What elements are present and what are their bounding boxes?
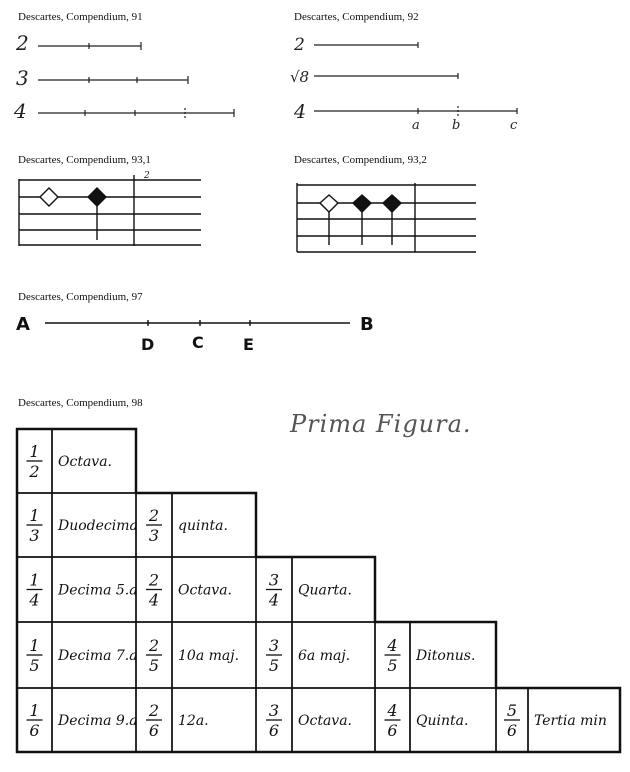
fraction-numerator: 2 (148, 570, 160, 590)
fraction-denominator: 4 (29, 590, 40, 610)
interval-name: Octava. (178, 582, 232, 599)
fig92-label-4: 4 (294, 101, 307, 123)
fraction-numerator: 3 (268, 570, 280, 590)
point-B-label: B (360, 314, 374, 335)
caption-fig97: Descartes, Compendium, 97 (18, 291, 143, 303)
interval-name: 10a maj. (178, 648, 240, 664)
fraction-numerator: 4 (387, 701, 398, 720)
open-diamond-note (40, 188, 58, 206)
figure-91 (13, 31, 234, 123)
fraction-denominator: 4 (268, 590, 280, 610)
fraction-numerator: 3 (268, 701, 280, 720)
fraction-denominator: 5 (29, 656, 40, 675)
fraction-denominator: 6 (29, 721, 40, 740)
interval-name: 6a maj. (298, 648, 351, 664)
fraction-numerator: 1 (29, 636, 40, 655)
fraction-denominator: 3 (148, 526, 160, 545)
fig92-point-b: b (452, 118, 461, 133)
fraction-denominator: 6 (148, 721, 160, 740)
interval-name: quinta. (178, 518, 228, 534)
caption-fig92: Descartes, Compendium, 92 (294, 11, 419, 23)
fig92-label-2: 2 (294, 35, 305, 55)
interval-name: Octava. (58, 454, 112, 470)
caption-fig93-1: Descartes, Compendium, 93,1 (18, 154, 151, 166)
filled-diamond-note (383, 195, 401, 212)
fraction-numerator: 1 (29, 442, 40, 461)
point-E-label: E (243, 335, 254, 354)
interval-name: Octava. (298, 713, 352, 729)
figure-93-2 (297, 183, 476, 252)
fraction-denominator: 5 (148, 656, 160, 675)
fig91-label-4: 4 (14, 99, 27, 123)
fig92-label-sqrt8: √8 (290, 68, 310, 86)
fraction-denominator: 5 (268, 656, 280, 675)
fraction-denominator: 6 (506, 721, 518, 740)
point-A-label: A (16, 314, 30, 335)
fraction-numerator: 2 (148, 636, 160, 655)
fig92-point-a: a (412, 118, 420, 133)
point-D-label: D (141, 335, 155, 354)
fraction-denominator: 3 (29, 526, 40, 545)
figure-98-table (17, 429, 620, 752)
fraction-numerator: 1 (29, 701, 40, 720)
fraction-numerator: 1 (29, 506, 40, 525)
filled-diamond-note (353, 195, 371, 212)
fig91-label-2: 2 (16, 31, 29, 55)
interval-name: Decima 7.a (58, 648, 138, 664)
fraction-numerator: 2 (148, 506, 160, 525)
fraction-numerator: 2 (148, 701, 160, 720)
interval-name: Ditonus. (416, 648, 476, 664)
caption-fig93-2: Descartes, Compendium, 93,2 (294, 154, 427, 166)
prima-figura-title: Prima Figura. (290, 410, 472, 438)
interval-name: Quarta. (298, 582, 352, 599)
fraction-numerator: 4 (387, 636, 398, 655)
fraction-denominator: 6 (268, 721, 280, 740)
figure-97 (16, 314, 374, 354)
caption-fig91: Descartes, Compendium, 91 (18, 11, 143, 23)
interval-name: Decima 5.a (58, 582, 138, 599)
interval-name: Duodecima (58, 518, 138, 534)
interval-name: Decima 9.a (58, 713, 138, 729)
interval-name: 12a. (178, 713, 209, 729)
fraction-numerator: 3 (268, 636, 280, 655)
figure-92 (290, 35, 518, 133)
caption-fig98: Descartes, Compendium, 98 (18, 397, 143, 409)
fig91-label-3: 3 (16, 66, 29, 90)
figure-93-1 (19, 171, 201, 246)
interval-name: Tertia min (534, 713, 607, 729)
fraction-denominator: 4 (148, 590, 160, 610)
fraction-denominator: 6 (387, 721, 398, 740)
fraction-denominator: 5 (387, 656, 398, 675)
fraction-numerator: 5 (506, 701, 518, 720)
fraction-denominator: 2 (29, 462, 40, 481)
interval-name: Quinta. (416, 713, 469, 729)
fig93-1-mark: 2 (144, 171, 150, 181)
open-diamond-note (320, 195, 338, 212)
point-C-label: C (192, 333, 204, 352)
fig92-point-c: c (510, 118, 518, 133)
fraction-numerator: 1 (29, 570, 40, 590)
filled-diamond-note (88, 188, 106, 206)
